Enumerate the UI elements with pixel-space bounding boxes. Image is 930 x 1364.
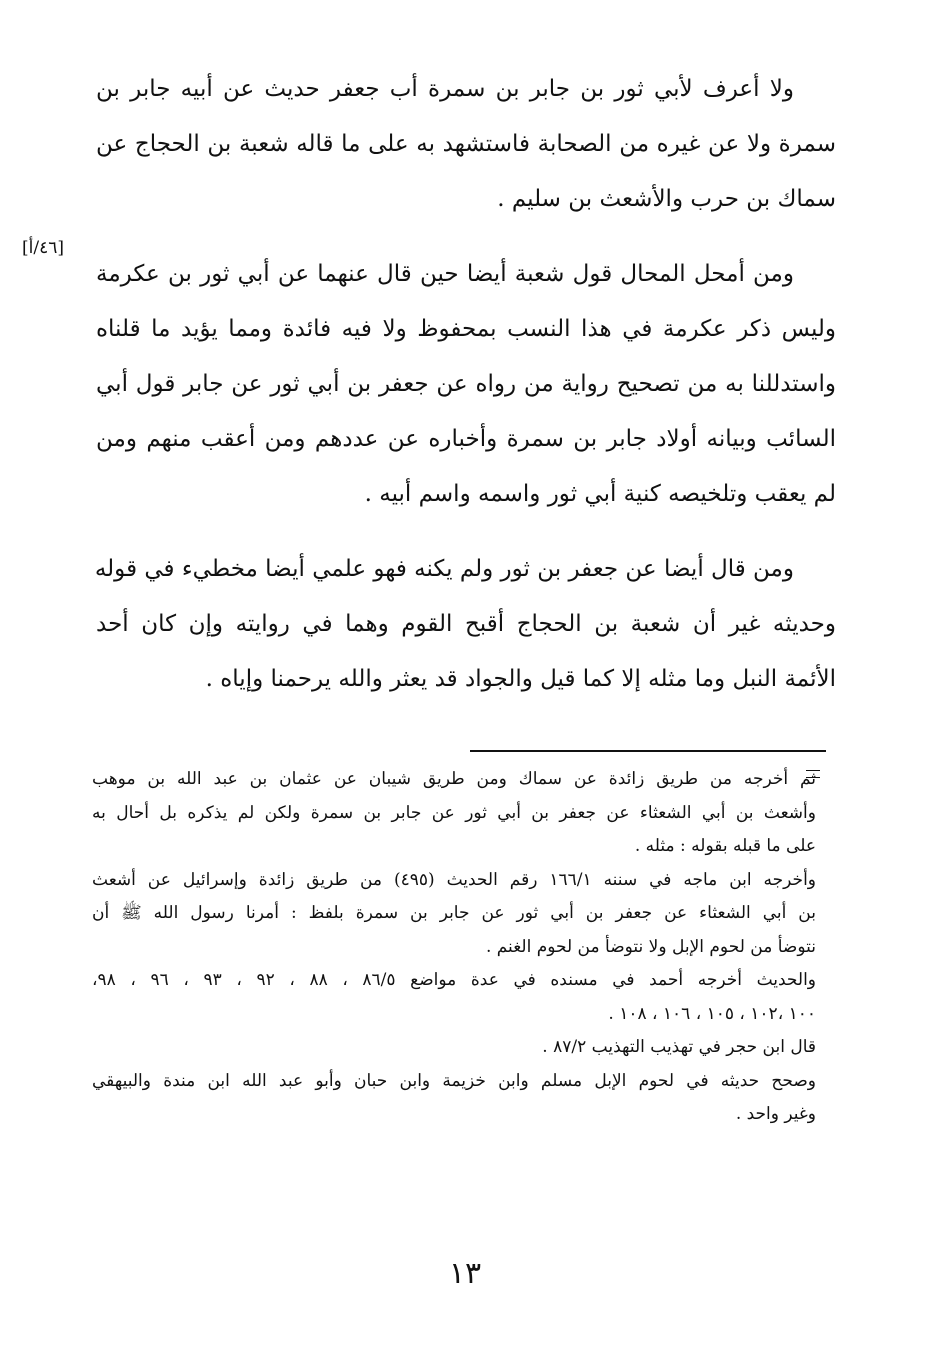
footnote-line: وأشعث بن أبي الشعثاء عن جعفر بن أبي ثور عن جابر بن سمرة ولكن لم يذكره بل أحال به <box>92 802 816 823</box>
footnote-line: بن أبي الشعثاء عن جعفر بن أبي ثور عن جابر بن سمرة بلفظ : أمرنا رسول الله ﷺ أن <box>92 903 816 923</box>
footnote-line: وأخرجه ابن ماجه في سننه ١٦٦/١ رقم الحديث (٤٩٥) من طريق زائدة وإسرائيل عن أشعث <box>92 869 816 890</box>
text-line: وليس ذكر عكرمة في هذا النسب بمحفوظ ولا فيه فائدة ومما يؤيد ما قلناه <box>96 316 836 342</box>
main-paragraph-3 <box>96 542 836 707</box>
text-line: سماك بن حرب والأشعث بن سليم . <box>497 186 836 212</box>
footnote-paragraph-5 <box>92 1065 816 1132</box>
footnote-line: قال ابن حجر في تهذيب التهذيب ٨٧/٢ . <box>542 1037 816 1057</box>
footnote-line: على ما قبله بقوله : مثله . <box>634 836 816 856</box>
footnote-paragraph-4 <box>92 1031 816 1065</box>
footnote-paragraph-1 <box>92 763 816 864</box>
footnote-separator <box>470 750 826 752</box>
main-paragraph-2 <box>96 247 836 522</box>
text-line: ومن قال أيضا عن جعفر بن ثور ولم يكنه فهو علمي أيضا مخطيء في قوله <box>94 556 794 582</box>
text-line: ومن أمحل المحال قول شعبة أيضا حين قال عنهما عن أبي ثور بن عكرمة <box>96 261 794 287</box>
text-line: ولا أعرف لأبي ثور بن جابر بن سمرة أب جعفر حديث عن أبيه جابر بن <box>96 76 794 102</box>
text-line: لم يعقب وتلخيصه كنية أبي ثور واسمه واسم أبيه . <box>364 481 836 507</box>
footnote-line: ثم أخرجه من طريق زائدة عن سماك ومن طريق شيبان عن عثمان بن عبد الله بن موهب <box>92 769 816 789</box>
footnote-line: والحديث أخرجه أحمد في مسنده في عدة مواضع ٨٦/٥ ، ٨٨ ، ٩٢ ، ٩٣ ، ٩٦ ، ٩٨، <box>92 970 817 990</box>
text-line: الأئمة النبل وما مثله إلا كما قيل والجواد قد يعثر والله يرحمنا وإياه . <box>205 666 836 692</box>
footnote-line: ١٠٠ ،١٠٢ ، ١٠٥ ، ١٠٦ ، ١٠٨ . <box>608 1003 816 1024</box>
text-line: السائب وبيانه أولاد جابر بن سمرة وأخباره عن عددهم ومن أعقب منهم ومن <box>96 426 836 452</box>
text-line: واستدللنا به من تصحيح رواية من رواه عن جعفر بن أبي ثور عن جابر قول أبي <box>96 371 836 397</box>
main-paragraph-1 <box>96 62 836 227</box>
main-text <box>96 62 836 727</box>
manuscript-folio-reference: [٤٦/أ] <box>22 238 64 258</box>
footnote-line: وغير واحد . <box>735 1104 816 1124</box>
footnote-paragraph-3 <box>92 964 816 1031</box>
text-line: سمرة ولا عن غيره من الصحابة فاستشهد به على ما قاله شعبة بن الحجاج عن <box>96 131 836 157</box>
footnote-paragraph-2 <box>92 864 816 965</box>
footnotes <box>92 763 816 1132</box>
text-line: وحديثه غير أن شعبة بن الحجاج أقبح القوم وهما في روايته وإن كان أحد <box>96 611 836 637</box>
footnote-line: نتوضأ من لحوم الإبل ولا نتوضأ من لحوم الغنم . <box>485 936 816 957</box>
page-number: ١٣ <box>448 1256 482 1291</box>
footnote-line: وصحح حديثه في لحوم الإبل مسلم وابن خزيمة وابن حبان وأبو عبد الله ابن مندة والبيهقي <box>92 1070 816 1091</box>
